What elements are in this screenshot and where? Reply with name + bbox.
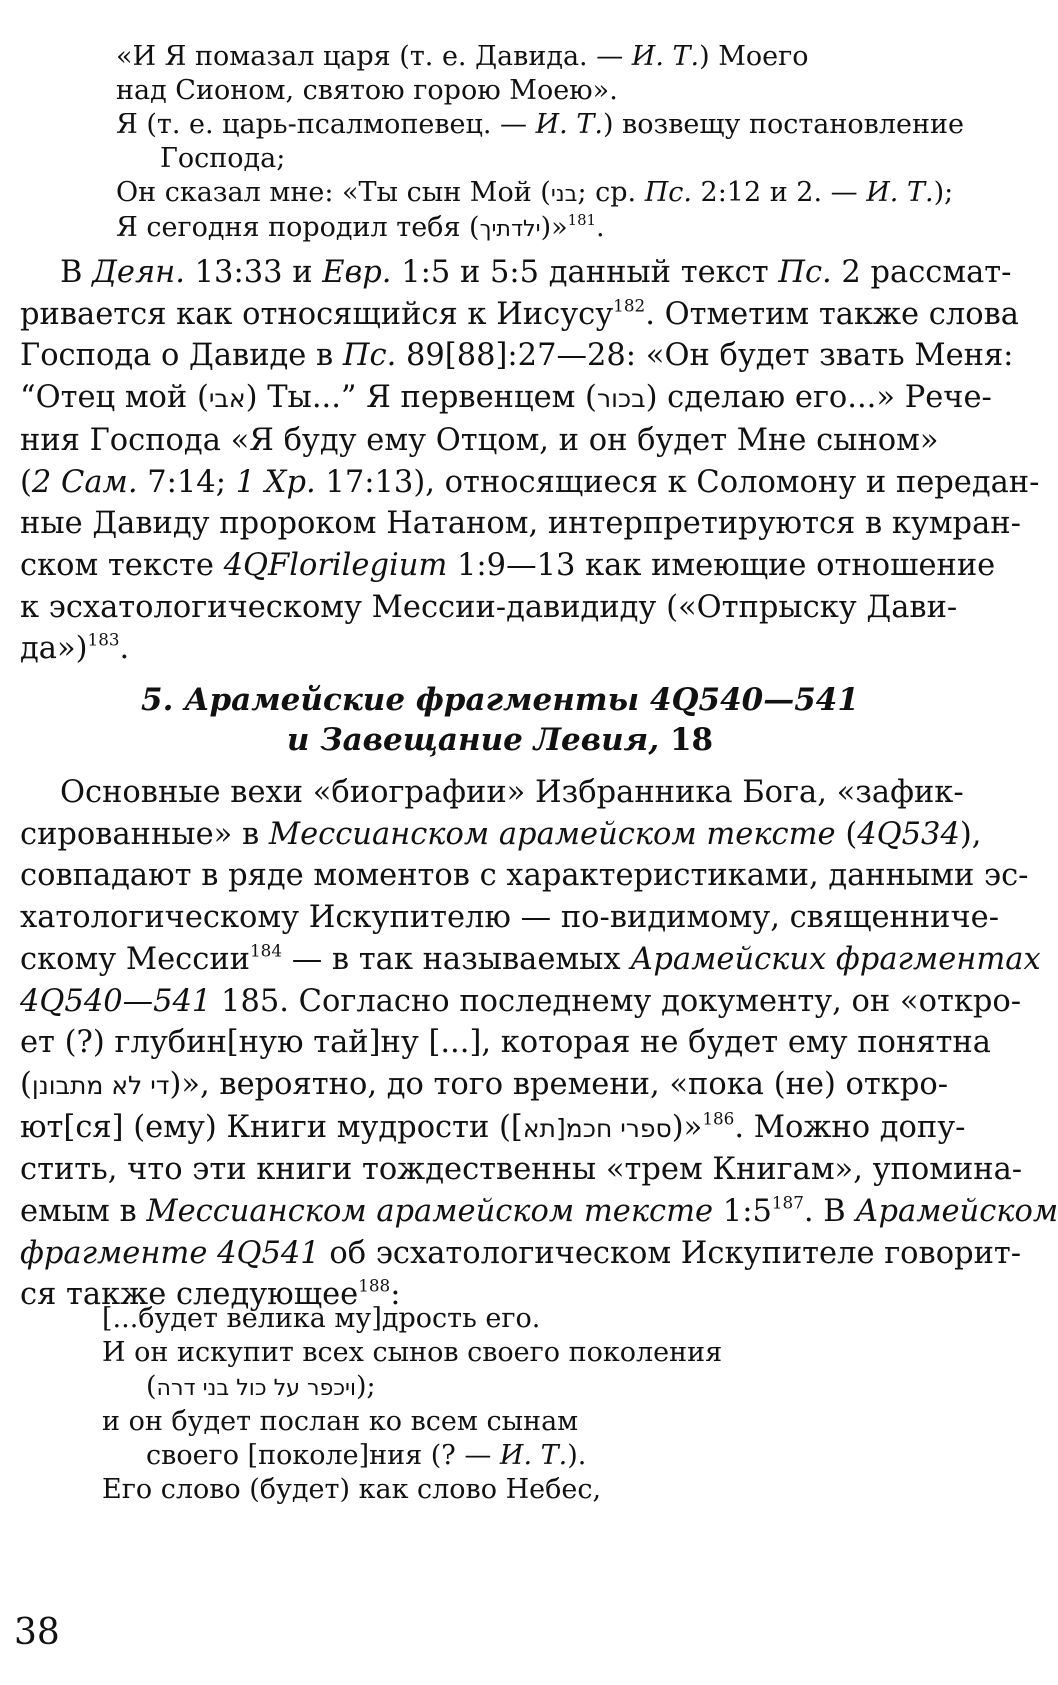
quote-line: Его слово (будет) как слово Небес, — [102, 1474, 602, 1505]
text-line: ся также следующее$^{188}$: — [20, 1275, 401, 1313]
text-line: да»)$^{183}$. — [20, 629, 130, 667]
text-line: ют[ся] (ему) Книги мудрости ([ספרי חכמ[תא)»$^{186}$. Можно допу- — [20, 1108, 966, 1145]
text-line: (2 Сам. 7:14; 1 Хр. 17:13), относящиеся к Соломону и передан- — [20, 464, 1040, 500]
text-line: к эсхатологическому Мессии-давидиду («Отпрыску Дави- — [20, 589, 958, 625]
text-line: 4Q540—541 185. Согласно последнему документу, он «откро- — [20, 983, 1022, 1019]
quote-line: Господа; — [160, 143, 286, 174]
page-number: 38 — [14, 1612, 60, 1653]
quote-line: над Сионом, святою горою Моею». — [116, 75, 618, 106]
text-line: ривается как относящийся к Иисусу$^{182}$. Отметим также слова — [20, 295, 1019, 332]
text-line: совпадают в ряде моментов с характеристиками, данными эс- — [20, 858, 1029, 894]
text-line: ет (?) глубин[ную тай]ну [...], которая не будет ему понятна — [20, 1025, 991, 1061]
quote-line: Я (т. е. царь-псалмопевец. — И. Т.) возвещу постановление — [116, 109, 964, 140]
text-line: Основные вехи «биографии» Избранника Бога, «зафик- — [60, 775, 964, 810]
quote-line: своего [поколе]ния (? — И. Т.). — [146, 1440, 587, 1471]
quote-line: И он искупит всех сынов своего поколения — [102, 1337, 723, 1368]
quote-line: Я сегодня породил тебя (ילדתיך)»$^{181}$. — [116, 210, 605, 243]
quote-line: [...будет велика му]дрость его. — [102, 1303, 541, 1334]
body-paragraph-1 — [20, 252, 1040, 670]
text-line: ния Господа «Я буду ему Отцом, и он будет Мне сыном» — [20, 422, 939, 458]
text-line: сированные» в Мессианском арамейском тексте (4Q534), — [20, 816, 982, 852]
text-line: В Деян. 13:33 и Евр. 1:5 и 5:5 данный текст Пс. 2 рассмат- — [60, 255, 1012, 290]
quote-line: Он сказал мне: «Ты сын Мой (בני; ср. Пс. 2:12 и 2. — И. Т.); — [116, 177, 954, 208]
fragment-quotation — [102, 1302, 882, 1507]
text-line: Господа о Давиде в Пс. 89[88]:27—28: «Он будет звать Меня: — [20, 338, 1014, 374]
text-line: ском тексте 4QFlorilegium 1:9—13 как имеющие отношение — [20, 547, 996, 583]
quote-line: «И Я помазал царя (т. е. Давида. — И. Т.) Моего — [116, 41, 809, 72]
text-line: хатологическому Искупителю — по-видимому, священниче- — [20, 900, 999, 936]
quote-line: (ויכפר על כול בני דרה); — [146, 1371, 376, 1402]
quote-line: и он будет послан ко всем сынам — [102, 1406, 579, 1437]
text-line: стить, что эти книги тождественны «трем Книгам», упомина- — [20, 1152, 1023, 1188]
text-line: фрагменте 4Q541 об эсхатологическом Искупителе говорит- — [20, 1235, 1022, 1271]
body-paragraph-2 — [20, 772, 1058, 1316]
text-line: емым в Мессианском арамейском тексте $1:5^{187}$. В Арамейском — [20, 1192, 1058, 1230]
heading-line: 5. Арамейские фрагменты 4Q540—541 — [141, 682, 859, 718]
section-heading — [0, 680, 1000, 760]
text-line: ные Давиду пророком Натаном, интерпретируются в кумран- — [20, 506, 1021, 542]
text-line: скому Мессии$^{184}$ — в так называемых Арамейских фрагментах — [20, 940, 1041, 977]
heading-line: и Завещание Левия, 18 — [286, 722, 714, 758]
text-line: “Отец мой (אבי) Ты...” Я первенцем (בכור) сделаю его...» Рече- — [20, 380, 992, 416]
text-line: (די לא מתבונן)», вероятно, до того времени, «пока (не) откро- — [20, 1066, 949, 1102]
psalm-quotation — [116, 40, 964, 246]
